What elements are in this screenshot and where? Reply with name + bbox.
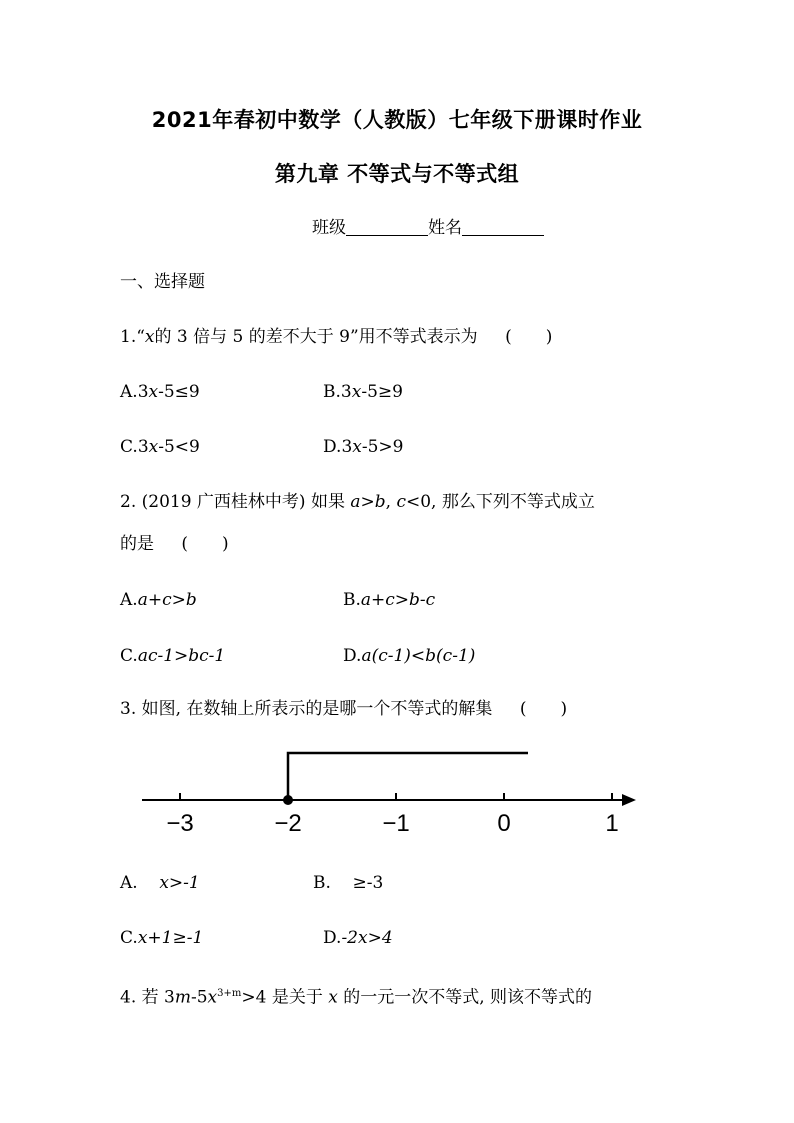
paren-close: )	[222, 534, 229, 554]
q2-var-c: c	[396, 492, 406, 512]
q1-var: x	[144, 327, 155, 347]
q2-option-c[interactable]: C.ac-1>bc-1	[120, 646, 226, 666]
tick-label: 0	[497, 810, 511, 837]
q2-answer-paren[interactable]	[181, 532, 228, 556]
question-3-stem	[120, 697, 567, 721]
chapter-title: 第九章 不等式与不等式组	[274, 162, 520, 186]
page-title: 2021年春初中数学（人教版）七年级下册课时作业	[151, 108, 643, 132]
q3-option-c[interactable]: C.x+1≥-1	[120, 928, 204, 948]
q4-tail: 的一元一次不等式, 则该不等式的	[343, 987, 593, 1008]
q1-option-c[interactable]: C.3x-5<9	[120, 437, 200, 457]
tick-label: −2	[274, 810, 302, 837]
q4-mid: -5	[190, 987, 208, 1008]
paren-close: )	[560, 699, 568, 719]
tick-label: −3	[166, 810, 194, 837]
q2-option-d[interactable]: D.a(c-1)<b(c-1)	[343, 646, 476, 666]
q2-comma: ,	[385, 492, 392, 512]
q2-lt0: <0, 那么下列不等式成立	[406, 492, 595, 512]
paren-open: (	[505, 327, 512, 347]
tick-label: 1	[605, 810, 619, 837]
q1-option-b[interactable]: B.3x-5≥9	[323, 382, 403, 402]
q2-prefix: 2. (2019 广西桂林中考) 如果	[120, 492, 345, 512]
q4-var-x: x	[207, 987, 218, 1008]
q4-rest: >4 是关于	[241, 987, 323, 1008]
q1-answer-paren[interactable]	[505, 325, 552, 349]
q1-option-a[interactable]: A.3x-5≤9	[120, 382, 200, 402]
number-line-figure	[130, 740, 650, 840]
q3-option-a[interactable]: A. x>-1	[120, 873, 200, 893]
q2-gt: >	[360, 492, 375, 512]
q4-exponent: 3+m	[217, 988, 242, 999]
name-blank[interactable]	[462, 217, 544, 236]
q3-stem-text: 3. 如图, 在数轴上所表示的是哪一个不等式的解集	[120, 699, 493, 719]
solution-ray	[288, 753, 528, 800]
q4-var-x2: x	[328, 987, 338, 1008]
question-4-stem	[120, 982, 592, 1010]
q4-var-m: m	[174, 987, 191, 1008]
q2-option-a[interactable]: A.a+c>b	[120, 590, 197, 610]
q2-line2: 的是	[120, 534, 154, 554]
tick-label: −1	[382, 810, 410, 837]
q2-var-b: b	[374, 492, 386, 512]
axis-arrow-icon	[622, 794, 636, 806]
q4-prefix: 4. 若 3	[120, 987, 175, 1008]
paren-open: (	[519, 699, 527, 719]
question-2-stem	[120, 490, 595, 514]
name-label: 姓名	[428, 218, 462, 238]
q1-option-d[interactable]: D.3x-5>9	[323, 437, 404, 457]
q3-option-d[interactable]: D.-2x>4	[323, 928, 393, 948]
question-2-stem-line2	[120, 532, 229, 556]
question-1-stem	[120, 325, 552, 349]
q1-stem-text: 的 3 倍与 5 的差不大于 9”用不等式表示为	[154, 327, 478, 347]
q3-answer-paren[interactable]	[520, 697, 567, 721]
section-title: 一、选择题	[120, 272, 205, 292]
class-blank[interactable]	[346, 217, 428, 236]
q1-prefix: 1.“	[120, 327, 145, 347]
paren-open: (	[181, 534, 189, 554]
q2-var-a: a	[350, 492, 361, 512]
q2-option-b[interactable]: B.a+c>b-c	[343, 590, 436, 610]
class-label: 班级	[312, 218, 346, 238]
class-name-row	[312, 216, 544, 240]
q3-option-b[interactable]: B. ≥-3	[313, 873, 384, 893]
closed-endpoint-dot	[283, 795, 293, 805]
paren-close: )	[545, 327, 553, 347]
